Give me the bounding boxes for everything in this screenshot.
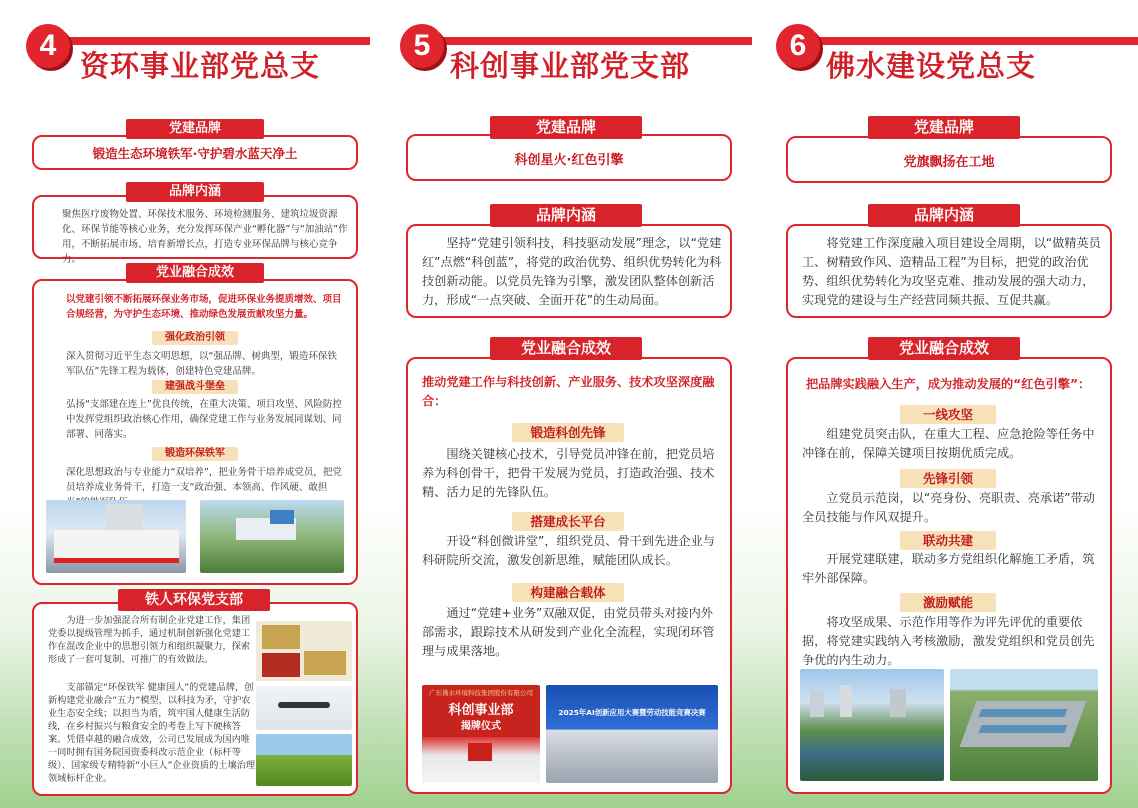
sub-branch-box	[32, 602, 358, 796]
item-tag-2: 先锋引领	[900, 469, 996, 488]
results-box	[32, 279, 358, 585]
sub-para-2: 支部锚定“环保铁军 健康国人”的党建品牌，创新构建党业融合“五力”模型，以科技为矛，守护农业生态安全线；以担当为盾，筑牢国人健康生活防线，在乡村振兴与粮食安全的考卷上写下硬核答案。凭借卓越的融合成效，公司已发展成为国内唯一同时拥有国务院国资委科改示范企业（标杆等级）、国家级专精特新“小巨人”企业资质的土壤治理领域标杆企业。	[48, 682, 256, 784]
results-box	[786, 357, 1112, 794]
results-lead: 推动党建工作与科技创新、产业服务、技术攻坚深度融合：	[422, 375, 715, 408]
photo-banner: 2025年AI创新应用大赛暨劳动技能竞赛决赛	[558, 708, 706, 717]
connotation-label: 品牌内涵	[490, 204, 642, 227]
brand-label: 党建品牌	[868, 116, 1020, 139]
connotation-text: 坚持“党建引领科技，科技驱动发展”理念，以“党建红”点燃“科创蓝”，将党的政治优势、组织优势转化为科技创新动能。以党员先锋为引擎，激发团队整体创新活力，形成“一点突破、全面开花”的生动局面。	[422, 236, 722, 307]
results-box	[406, 357, 732, 794]
item-text-2: 开设“科创微讲堂”，组织党员、骨干到先进企业与科研院所交流，激发创新思维，赋能团队成长。	[422, 534, 715, 567]
photo-competition	[546, 685, 718, 783]
brand-label: 党建品牌	[126, 119, 264, 139]
item-text-2: 弘扬“支部建在连上”优良传统，在重大决策、项目攻坚、风险防控中发挥党组织政治核心作用，确保党建工作与业务发展同谋划、同部署、同落实。	[66, 399, 342, 440]
item-text-3: 开展党建联建，联动多方党组织化解施工矛盾，筑牢外部保障。	[802, 552, 1095, 585]
brand-slogan: 党旗飘扬在工地	[903, 155, 995, 170]
section-title: 科创事业部党支部	[450, 49, 691, 83]
photo-field	[256, 734, 352, 786]
section-number: 5	[400, 24, 444, 68]
photo-subtitle: 揭牌仪式	[461, 721, 501, 732]
item-tag-2: 建强战斗堡垒	[152, 380, 238, 394]
item-tag-4: 激励赋能	[900, 593, 996, 612]
brand-label: 党建品牌	[490, 116, 642, 139]
photo-drone	[256, 686, 352, 730]
sub-branch-title: 铁人环保党支部	[118, 589, 270, 611]
item-text-3: 深化思想政治与专业能力“双培养”，把业务骨干培养成党员，把党员培养成业务骨干，打造一支“政治强、本领高、作风硬、敢担	[66, 467, 342, 493]
section-number: 6	[776, 24, 820, 68]
item-text-1: 深入贯彻习近平生态文明思想，以“强品牌、树典型，锻造环保铁军队伍”先锋工程为载体，创建特色党建品牌。	[66, 351, 337, 377]
section-title: 佛水建设党总支	[826, 49, 1037, 83]
brand-slogan: 锻造生态环境铁军·守护碧水蓝天净土	[92, 146, 298, 161]
section-number: 4	[26, 24, 70, 68]
brand-box	[32, 135, 358, 170]
brand-slogan: 科创星火·红色引擎	[514, 153, 624, 168]
item-tag-1: 一线攻坚	[900, 405, 996, 424]
photo-header: 广东佛水环境科技集团股份有限公司	[429, 689, 533, 697]
sub-para-1: 为进一步加强混合所有制企业党建工作，集团党委以提级管理为抓手，通过机制创新强化党建工作在混改企业中的思想引领力和组织凝聚力，探索形成了一套可复制、可推广的有效做法。	[48, 615, 251, 665]
results-lead: 把品牌实践融入生产，成为推动发展的“红色引擎”：	[806, 377, 1091, 391]
connotation-box	[406, 224, 732, 318]
results-label: 党业融合成效	[490, 337, 642, 360]
photo-title: 科创事业部	[448, 703, 514, 718]
connotation-box	[32, 195, 358, 265]
brand-box	[786, 136, 1112, 183]
results-label: 党业融合成效	[126, 263, 264, 283]
photo-cityscape	[800, 669, 944, 781]
item-text-2: 立党员示范岗，以“亮身份、亮职责、亮承诺”带动全员技能与作风双提升。	[802, 491, 1095, 524]
item-tag-3: 锻造环保铁军	[152, 447, 238, 461]
results-label: 党业融合成效	[868, 337, 1020, 360]
connotation-text: 将党建工作深度融入项目建设全周期，以“做精英员工、树精致作风、造精品工程”为目标，把党的政治优势、组织优势转化为攻坚克难、推动发展的强大动力，实现党的建设与生产经营同频共振、互促共赢。	[802, 236, 1101, 307]
connotation-label: 品牌内涵	[868, 204, 1020, 227]
item-text-4: 将攻坚成果、示范作用等作为评先评优的重要依据，将党建实践纳入考核激励，激发党组织和党员创先争优的内生动力。	[802, 615, 1095, 667]
photo-certificates	[256, 621, 352, 681]
photo-unveiling	[422, 685, 540, 783]
item-tag-1: 强化政治引领	[152, 331, 238, 345]
brand-box	[406, 134, 732, 181]
item-tag-3: 构建融合载体	[512, 583, 624, 602]
connotation-label: 品牌内涵	[126, 182, 264, 202]
item-text-1: 组建党员突击队，在重大工程、应急抢险等任务中冲锋在前，保障关键项目按期优质完成。	[802, 427, 1095, 460]
section-title: 资环事业部党总支	[80, 49, 321, 83]
connotation-box	[786, 224, 1112, 318]
connotation-text: 聚焦医疗废物处置、环保技术服务、环境检测服务、建筑垃圾资源化、环保节能等核心业务，充分发挥环保产业“孵化器”与“加油站”作用，不断拓展市场、培育新增长点，打造专业环保品牌与核心竞争力。	[62, 209, 348, 265]
results-lead: 以党建引领不断拓展环保业务市场，促进环保业务提质增效、项目合规经营，为守护生态环境、推动绿色发展贡献攻坚力量。	[66, 294, 342, 320]
photo-plant	[200, 500, 344, 573]
item-tag-2: 搭建成长平台	[512, 512, 624, 531]
item-tag-1: 锻造科创先锋	[512, 423, 624, 442]
item-text-3: 通过“党建+业务”双融双促，由党员带头对接内外部需求，跟踪技术从研发到产业化全流程，实现闭环管理与成果落地。	[422, 606, 715, 658]
item-tag-3: 联动共建	[900, 531, 996, 550]
photo-vehicles	[46, 500, 186, 573]
item-text-1: 围绕关键核心技术，引导党员冲锋在前，把党员培养为科创骨干，把骨干发展为党员，打造政治强、技术精、活力足的先锋队伍。	[422, 447, 715, 499]
photo-facility	[950, 669, 1098, 781]
